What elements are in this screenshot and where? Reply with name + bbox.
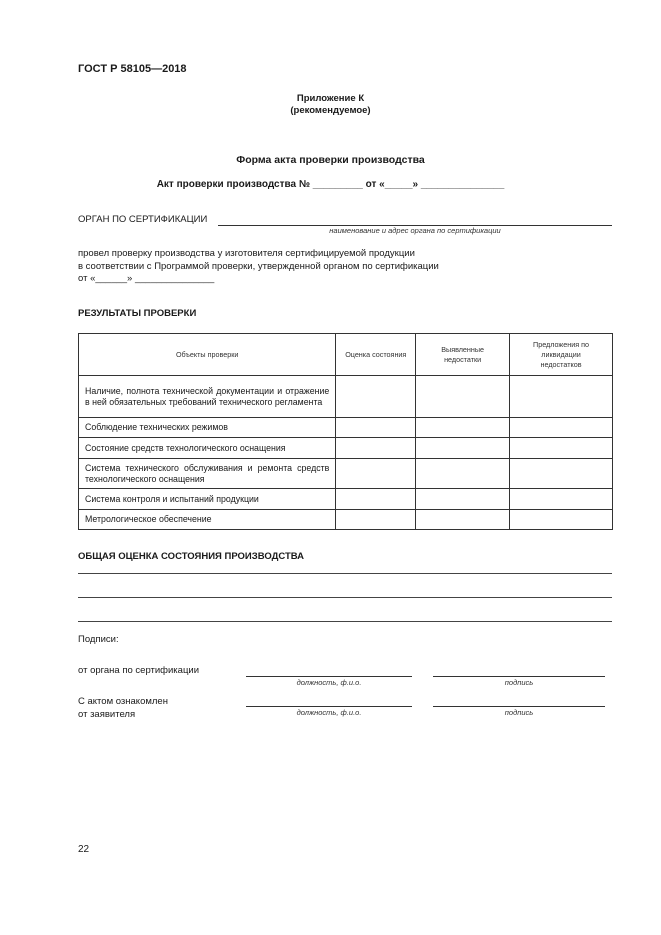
cell-empty[interactable] bbox=[416, 489, 510, 510]
table-row bbox=[79, 418, 613, 438]
intro-line-2: в соответствии с Программой проверки, утвержденной органом по сертификации bbox=[78, 260, 439, 272]
cell-empty[interactable] bbox=[510, 376, 613, 418]
organ-position-line[interactable] bbox=[246, 676, 412, 677]
cell-empty[interactable] bbox=[416, 376, 510, 418]
row-object: Соблюдение технических режимов bbox=[79, 418, 336, 438]
applicant-signature-line[interactable] bbox=[433, 706, 605, 707]
results-table-header bbox=[79, 334, 613, 376]
applicant-position-caption: должность, ф.и.о. bbox=[296, 708, 362, 717]
col-proposals: Предложения по ликвидации недостатков bbox=[510, 334, 613, 376]
row-object: Система технического обслуживания и ремонта средств технологического оснащения bbox=[79, 459, 336, 489]
organ-signature-caption: подпись bbox=[504, 678, 534, 687]
overall-fill-line[interactable] bbox=[78, 573, 612, 574]
page-number: 22 bbox=[78, 844, 90, 855]
intro-line-3: от «______» _______________ bbox=[78, 273, 215, 284]
acquainted-line-1: С актом ознакомлен bbox=[78, 696, 168, 707]
acquainted-label bbox=[78, 696, 168, 721]
cell-empty[interactable] bbox=[336, 418, 416, 438]
row-object: Система контроля и испытаний продукции bbox=[79, 489, 336, 510]
col-assessment: Оценка состояния bbox=[336, 334, 416, 376]
cell-empty[interactable] bbox=[336, 489, 416, 510]
cell-empty[interactable] bbox=[336, 459, 416, 489]
cell-empty[interactable] bbox=[416, 459, 510, 489]
overall-fill-line[interactable] bbox=[78, 597, 612, 598]
cell-empty[interactable] bbox=[510, 489, 613, 510]
cell-empty[interactable] bbox=[416, 510, 510, 530]
cell-empty[interactable] bbox=[416, 418, 510, 438]
intro-line-1: провел проверку производства у изготовителя сертифицируемой продукции bbox=[78, 248, 415, 259]
acquainted-line-2: от заявителя bbox=[78, 708, 136, 720]
overall-heading: ОБЩАЯ ОЦЕНКА СОСТОЯНИЯ ПРОИЗВОДСТВА bbox=[78, 551, 305, 562]
organ-caption: наименование и адрес органа по сертификации bbox=[329, 226, 501, 235]
table-row bbox=[79, 459, 613, 489]
cell-empty[interactable] bbox=[510, 510, 613, 530]
appendix-heading bbox=[0, 93, 661, 117]
col-defects: Выявленные недостатки bbox=[416, 334, 510, 376]
col-objects: Объекты проверки bbox=[79, 334, 336, 376]
row-object: Метрологическое обеспечение bbox=[79, 510, 336, 530]
appendix-title: Приложение К bbox=[296, 93, 365, 104]
cell-empty[interactable] bbox=[336, 438, 416, 459]
row-object: Состояние средств технологического оснащения bbox=[79, 438, 336, 459]
act-title: Акт проверки производства № _________ от «_____» _______________ bbox=[156, 179, 505, 190]
applicant-signature-caption: подпись bbox=[504, 708, 534, 717]
appendix-subtitle: (рекомендуемое) bbox=[290, 105, 371, 116]
organ-signature-line[interactable] bbox=[433, 676, 605, 677]
form-title: Форма акта проверки производства bbox=[236, 154, 425, 166]
results-heading: РЕЗУЛЬТАТЫ ПРОВЕРКИ bbox=[78, 308, 197, 319]
results-table bbox=[78, 333, 613, 530]
applicant-position-line[interactable] bbox=[246, 706, 412, 707]
cell-empty[interactable] bbox=[510, 459, 613, 489]
overall-fill-line[interactable] bbox=[78, 621, 612, 622]
table-row bbox=[79, 438, 613, 459]
table-row bbox=[79, 510, 613, 530]
standard-number: ГОСТ Р 58105—2018 bbox=[78, 63, 187, 75]
table-row bbox=[79, 376, 613, 418]
organ-position-caption: должность, ф.и.о. bbox=[296, 678, 362, 687]
cell-empty[interactable] bbox=[416, 438, 510, 459]
row-object: Наличие, полнота технической документации и отражение в ней обязательных требований технического регламента bbox=[79, 376, 336, 418]
table-row bbox=[79, 489, 613, 510]
cell-empty[interactable] bbox=[510, 418, 613, 438]
intro-paragraph bbox=[78, 248, 578, 286]
signatures-heading: Подписи: bbox=[78, 634, 119, 645]
cell-empty[interactable] bbox=[336, 376, 416, 418]
cell-empty[interactable] bbox=[336, 510, 416, 530]
cell-empty[interactable] bbox=[510, 438, 613, 459]
from-organ-label: от органа по сертификации bbox=[78, 665, 199, 676]
organ-label: ОРГАН ПО СЕРТИФИКАЦИИ bbox=[78, 214, 208, 225]
